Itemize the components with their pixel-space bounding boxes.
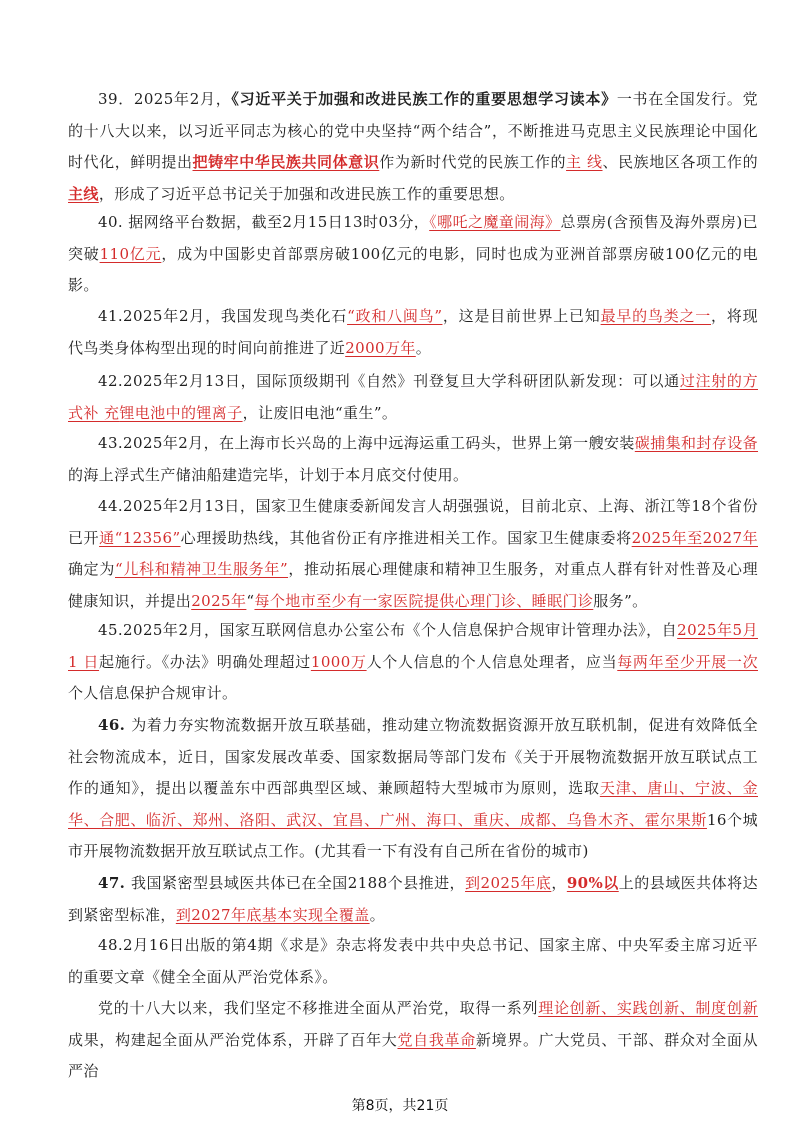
text-run: ，形成了习近平总书记关于加强和改进民族工作的重要思想。 <box>98 184 515 203</box>
highlighted-answer: 2000万年 <box>345 338 416 357</box>
highlighted-answer: 主线 <box>68 184 99 203</box>
text-run: 47. <box>98 874 132 892</box>
text-run: 46. <box>98 716 132 734</box>
text-run: 的海上浮式生产储油船建造完毕，计划于本月底交付使用。 <box>68 465 469 484</box>
text-run: ，这是目前世界上已知 <box>442 307 601 325</box>
text-run: 一书在全国发行。党的十八大以来，以习近平同志为核心的党中央坚持“两个结合”，不断推进马克思主义民族理论中国化时代化，鲜明提出 <box>68 90 758 171</box>
text-run: ，将现代鸟类身体构型出现的时间向前推进了近 <box>68 307 758 357</box>
highlighted-answer: 党自我革命 <box>397 1030 476 1049</box>
text-run: 党的十八大以来，我们坚定不移推进全面从严治党，取得一系列 <box>98 999 539 1017</box>
highlighted-answer: 把铸牢中华民族共同体意识 <box>192 153 380 171</box>
highlighted-answer: 到2027年底基本实现全覆盖 <box>175 905 370 924</box>
highlighted-answer: 通“12356” <box>99 528 181 547</box>
text-run: 服务”。 <box>593 591 648 610</box>
highlighted-answer: 天津、唐山、宁波、金华、合肥、临沂、郑州、洛阳、武汉、宜昌、广州、海口、重庆、成都、乌鲁木齐、霍尔果斯 <box>68 779 758 829</box>
paragraph-48-continued <box>68 993 758 1088</box>
highlighted-answer: 110亿元 <box>99 244 162 263</box>
text-run: 41.2025年2月，我国发现鸟类化石 <box>98 307 348 325</box>
highlighted-answer: 《哪吒之魔童闹海》 <box>429 213 561 231</box>
highlighted-answer: 到2025年底 <box>465 874 552 892</box>
text-run: 个人信息保护合规审计。 <box>68 684 238 702</box>
text-run: 作为新时代党的民族工作的 <box>379 153 567 171</box>
text-run: 42.2025年2月13日，国际顶级期刊《自然》刊登复旦大学科研团队新发现：可以通 <box>98 372 680 390</box>
highlighted-answer: 最早的鸟类之一 <box>600 307 712 325</box>
paragraph-46 <box>68 710 758 868</box>
text-run: 40. 据网络平台数据，截至2月15日13时03分， <box>98 213 430 231</box>
text-run: 16个城市开展物流数据开放互联试点工作。(尤其看一下有没有自己所在省份的城市) <box>68 810 759 860</box>
highlighted-answer: 90%以 <box>566 874 619 892</box>
text-run: 起施行。《办法》明确处理超过 <box>99 652 311 671</box>
text-run: 确定为 <box>68 560 115 578</box>
text-run: 我国紧密型县域医共体已在全国2188个县推进， <box>131 874 466 892</box>
highlighted-answer: “政和八闽鸟” <box>347 307 443 325</box>
text-run: 43.2025年2月，在上海市长兴岛的上海中远海运重工码头，世界上第一艘安装 <box>98 434 635 452</box>
text-run: ，推动拓展心理健康和精神卫生服务，对重点人群有针对性普及心理健康知识，并提出 <box>68 560 759 610</box>
text-run: 心理援助热线，其他省份正有序推进相关工作。国家卫生健康委将 <box>180 528 632 547</box>
paragraph-39 <box>68 84 758 210</box>
highlighted-answer: 2025年至2027年 <box>631 528 758 547</box>
text-run: ，让废旧电池“重生”。 <box>242 403 398 422</box>
text-run: 45.2025年2月，国家互联网信息办公室公布《个人信息保护合规审计管理办法》，自 <box>98 621 678 639</box>
highlighted-answer: 主 线 <box>566 153 603 171</box>
highlighted-answer: 碳捕集和封存设备 <box>634 434 759 452</box>
paragraph-43 <box>68 428 758 491</box>
paragraph-40 <box>68 207 758 302</box>
text-run: 。 <box>369 905 385 924</box>
text-run: 39．2025年2月， <box>98 90 232 108</box>
highlighted-answer: “儿科和精神卫生服务年” <box>115 560 289 578</box>
highlighted-answer: 过注射的方式补 充 <box>68 372 758 422</box>
text-run: 人个人信息的个人信息处理者，应当 <box>366 652 618 671</box>
highlighted-answer: 每个地市至少有一家医院提供心理门诊、睡眠门诊 <box>254 591 594 610</box>
text-run: 总票房(含预售及海外票房)已突破 <box>68 213 758 263</box>
paragraph-41 <box>68 301 758 364</box>
text-run: 、民族地区各项工作的 <box>602 153 758 171</box>
highlighted-answer: 锂电池中的锂离子 <box>119 403 243 422</box>
text-run: 新境界。广大党员、干部、群众对全面从严治 <box>68 1030 759 1080</box>
highlighted-answer: 每两年至少开展一次 <box>617 652 758 671</box>
text-run: 44.2025年2月13日，国家卫生健康委新闻发言人胡强强说，目前北京、上海、浙江等18个省份已开 <box>68 497 758 547</box>
highlighted-answer: 1000万 <box>310 652 367 671</box>
text-run: ， <box>551 874 567 892</box>
highlighted-answer: 2025年5月 1 日 <box>68 621 758 671</box>
text-run: 为着力夯实物流数据开放互联基础，推动建立物流数据资源开放互联机制，促进有效降低全社会物流成本，近日，国家发展改革委、国家数据局等部门发布《关于开展物流数据开放互联试点工作的通知》，提出以覆盖东中西部典型区域、兼顾超特大型城市为原则，选取 <box>68 716 758 797</box>
text-run: 《习近平关于加强和改进民族工作的重要思想学习读本》 <box>231 90 617 108</box>
paragraph-42 <box>68 366 758 429</box>
text-run: ，成为中国影史首部票房破100亿元的电影，同时也成为亚洲首部票房破100亿元的电影。 <box>68 244 758 294</box>
highlighted-answer: 理论创新、实践创新、制度创新 <box>538 999 759 1017</box>
text-run: 。 <box>415 338 432 357</box>
paragraph-47 <box>68 868 758 931</box>
text-run: 上的县域医共体将达到紧密型标准， <box>68 874 759 924</box>
paragraph-45 <box>68 615 758 710</box>
paragraph-44 <box>68 491 758 617</box>
text-run: “ <box>246 591 255 610</box>
paragraph-48 <box>68 930 758 993</box>
text-run: 48.2月16日出版的第4期《求是》杂志将发表中共中央总书记、国家主席、中央军委主席习近平的重要文章《健全全面从严治党体系》。 <box>68 936 758 986</box>
text-run: 成果，构建起全面从严治党体系，开辟了百年大 <box>68 1030 398 1049</box>
page-footer: 第8页，共21页 <box>351 1098 449 1114</box>
highlighted-answer: 2025年 <box>191 591 247 610</box>
